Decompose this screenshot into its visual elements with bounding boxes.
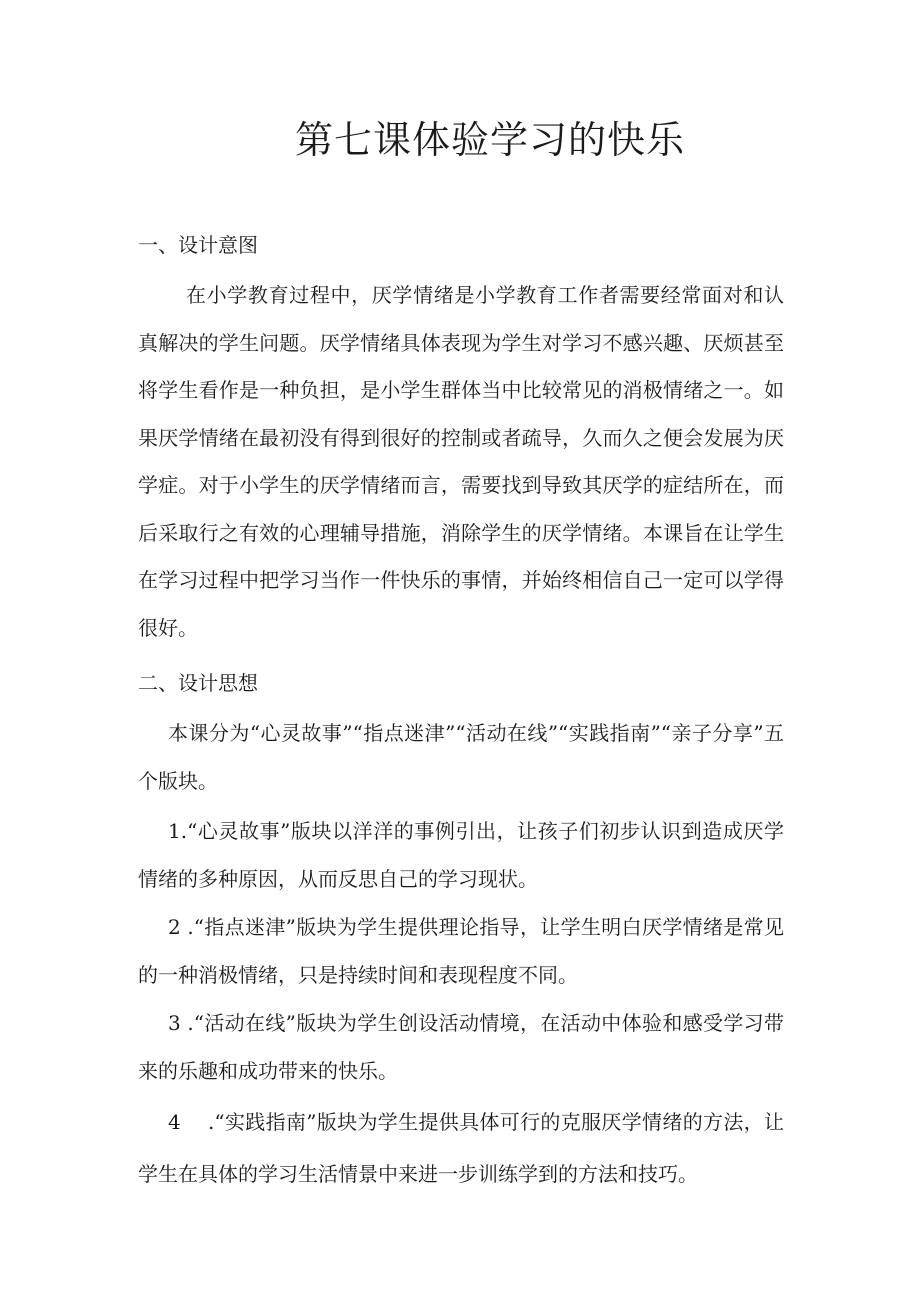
document-title: 第七课体验学习的快乐 [294, 118, 685, 162]
design-idea-item-3: 3 .“活动在线”版块为学生创设活动情境，在活动中体验和感受学习带来的乐趣和成功带来的快乐。 [138, 1011, 784, 1083]
design-intent-paragraph: 在小学教育过程中，厌学情绪是小学教育工作者需要经常面对和认真解决的学生问题。厌学情绪具体表现为学生对学习不感兴趣、厌烦甚至将学生看作是一种负担，是小学生群体当中比较常见的消极情绪之一。如果厌学情绪在最初没有得到很好的控制或者疏导，久而久之便会发展为厌学症。对于小学生的厌学情绪而言，需要找到导致其厌学的症结所在，而后采取行之有效的心理辅导措施，消除学生的厌学情绪。本课旨在让学生在学习过程中把学习当作一件快乐的事情，并始终相信自己一定可以学得很好。 [138, 283, 784, 640]
design-idea-item-4: 4 .“实践指南”版块为学生提供具体可行的克服厌学情绪的方法，让学生在具体的学习生活情景中来进一步训练学到的方法和技巧。 [138, 1110, 784, 1186]
design-idea-item-2: 2 .“指点迷津”版块为学生提供理论指导，让学生明白厌学情绪是常见的一种消极情绪，只是持续时间和表现程度不同。 [138, 915, 784, 987]
design-idea-intro: 本课分为“心灵故事”“指点迷津”“活动在线”“实践指南”“亲子分享”五个版块。 [138, 721, 784, 793]
section-heading-design-intent: 一、设计意图 [138, 233, 258, 257]
section-heading-design-idea: 二、设计思想 [138, 671, 258, 695]
design-idea-item-1: 1.“心灵故事”版块以洋洋的事例引出，让孩子们初步认识到造成厌学情绪的多种原因，从而反思自己的学习现状。 [138, 819, 784, 891]
